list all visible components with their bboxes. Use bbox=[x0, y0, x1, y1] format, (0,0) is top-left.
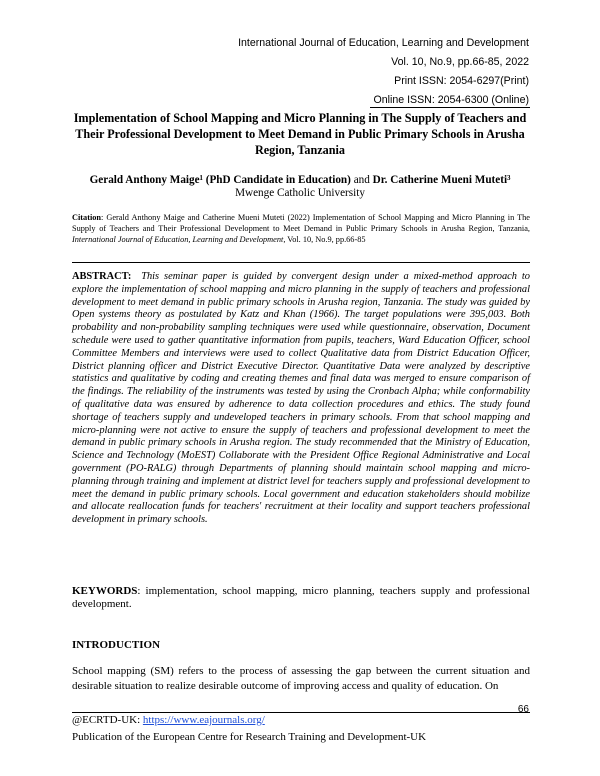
introduction-paragraph: School mapping (SM) refers to the process of assessing the gap between the current situation and desirable situation to realize desirable outcome of improving access and quality of education. On bbox=[72, 665, 530, 693]
citation-label: Citation bbox=[72, 213, 102, 222]
paper-title: Implementation of School Mapping and Micro Planning in The Supply of Teachers and Their Professional Development to Meet Demand in Public Primary Schools in Arusha Region, Tanzania bbox=[73, 111, 527, 157]
author-2: Dr. Catherine Mueni Muteti³ bbox=[372, 174, 511, 186]
author-line bbox=[60, 173, 540, 187]
journal-name: International Journal of Education, Learning and Development bbox=[238, 37, 529, 49]
citation-details: , Vol. 10, No.9, pp.66-85 bbox=[283, 235, 366, 245]
page-number: 66 bbox=[517, 704, 529, 715]
footer-publication: Publication of the European Centre for Research Training and Development-UK bbox=[72, 731, 427, 743]
affiliation: Mwenge Catholic University bbox=[235, 187, 365, 199]
citation-block bbox=[72, 212, 530, 246]
divider-rule bbox=[72, 262, 530, 263]
footer-org bbox=[72, 714, 265, 726]
print-issn: Print ISSN: 2054-6297(Print) bbox=[394, 75, 529, 87]
keywords-text: : implementation, school mapping, micro planning, teachers supply and professional development. bbox=[72, 585, 530, 611]
author-1: Gerald Anthony Maige¹ (PhD Candidate in Education) bbox=[89, 174, 351, 186]
footer-org-prefix: @ECRTD-UK: bbox=[72, 714, 143, 726]
section-heading-introduction: INTRODUCTION bbox=[72, 639, 161, 651]
journal-url-link[interactable]: https://www.eajournals.org/ bbox=[142, 714, 265, 726]
author-conjunction: and bbox=[350, 174, 373, 186]
citation-journal: International Journal of Education, Learning and Development bbox=[72, 235, 284, 245]
keywords-block bbox=[72, 585, 530, 612]
abstract-label: ABSTRACT: bbox=[72, 271, 132, 282]
keywords-label: KEYWORDS bbox=[72, 585, 138, 597]
header-rule bbox=[370, 107, 530, 108]
citation-text: : Gerald Anthony Maige and Catherine Mueni Muteti (2022) Implementation of School Mapping and Micro Planning in The Supply of Teachers and Their Professional Development to Meet Demand in Public Primary Schools in Arusha Region, Tanzania, bbox=[72, 213, 530, 234]
footer-rule bbox=[72, 712, 530, 713]
abstract-block bbox=[72, 271, 530, 527]
volume-info: Vol. 10, No.9, pp.66-85, 2022 bbox=[391, 56, 529, 68]
online-issn: Online ISSN: 2054-6300 (Online) bbox=[373, 94, 529, 106]
abstract-text: This seminar paper is guided by convergent design under a mixed-method approach to explore the implementation of school mapping and micro planning in the supply of teachers and professional development to meet demand in public primary schools in Arusha region, Tanzania. The study was guided by Open systems theory as postulated by Katz and Khan (1966). The target populations were 395,003. Both probability and non-probability sampling techniques were used while questionnaire, observation, Document schedule were used to gather quantitative information from pupils, teachers, Ward Education Officer, school Committee Members and interviews were used to collect Qualitative data from District Education Officer, District planning officer and District Executive Director. Quantitative Data were analyzed by descriptive statistics and qualitative by coding and creating themes and final data was merged to ensure comparison of the findings. The reliability of the instruments was tested by using the Cronbach Alpha; while conformability of qualitative data was ensured by adherence to data collection procedures and ethics. The study found shortage of teachers supply and undeveloped teachers in primary schools. From that school mapping and micro-planning were not active to ensure the supply of teachers and professional development to meet the demand in public primary schools in Arusha region. The study recommended that the Ministry of Education, Science and Technology (MoEST) Collaborate with the President Office Regional Administrative and Local government (PO-RALG) through Departments of planning should maintain school mapping and micro-planning through training and implement at district level for teachers supply and professional development to meet the demand in public primary schools. Local government and education stakeholders should mobilize and allocate reallocation funds for teachers' recruitment at their locality and support teachers professional development in primary schools. bbox=[72, 271, 530, 526]
